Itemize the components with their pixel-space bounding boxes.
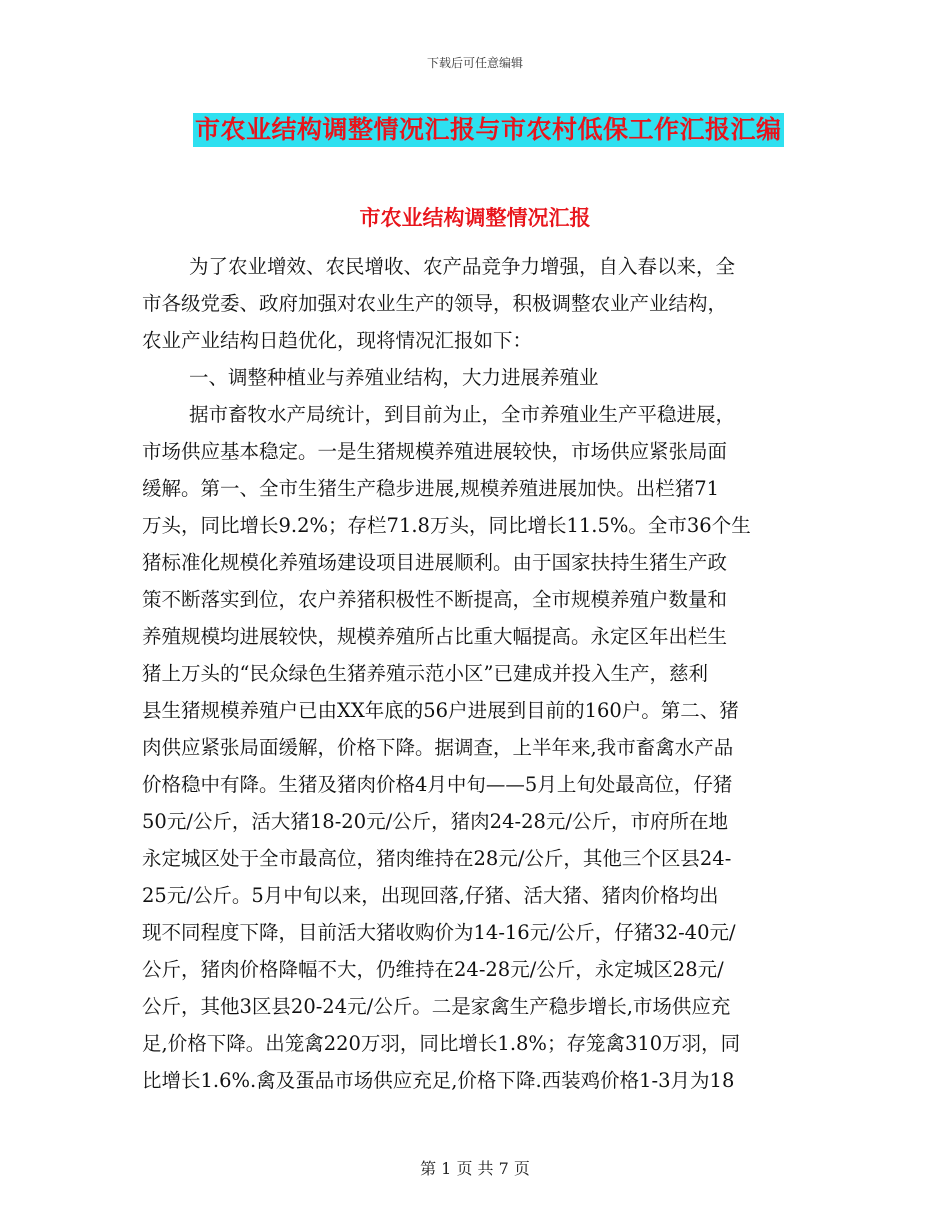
paragraph-line: 农业产业结构日趋优化，现将情况汇报如下： [142,329,533,352]
paragraph-line: 万头，同比增长9.2%；存栏71.8万头，同比增长11.5%。全市36个生 [142,514,751,537]
paragraph-line: 价格稳中有降。生猪及猪肉价格4月中旬——5月上旬处最高位，仔猪 [142,773,733,796]
paragraph-line: 公斤，猪肉价格降幅不大，仍维持在24-28元/公斤，永定城区28元/ [142,958,724,981]
paragraph-line: 比增长1.6%.禽及蛋品市场供应充足,价格下降.西装鸡价格1-3月为18 [142,1069,735,1092]
subsection-heading: 一、调整种植业与养殖业结构，大力进展养殖业 [189,366,599,389]
paragraph-line: 公斤，其他3区县20-24元/公斤。二是家禽生产稳步增长,市场供应充 [142,995,731,1018]
body-text [142,248,810,1099]
document-main-title: 市农业结构调整情况汇报与市农村低保工作汇报汇编 [193,113,784,147]
paragraph-line: 养殖规模均进展较快，规模养殖所占比重大幅提高。永定区年出栏生 [142,625,728,648]
paragraph-line: 据市畜牧水产局统计，到目前为止，全市养殖业生产平稳进展， [189,403,736,426]
paragraph-line: 市场供应基本稳定。一是生猪规模养殖进展较快，市场供应紧张局面 [142,440,728,463]
paragraph-line: 缓解。第一、全市生猪生产稳步进展,规模养殖进展加快。出栏猪71 [142,477,720,500]
paragraph-line: 肉供应紧张局面缓解，价格下降。据调查，上半年来,我市畜禽水产品 [142,736,734,759]
page-footer: 第 1 页 共 7 页 [420,1159,530,1178]
paragraph-line: 市各级党委、政府加强对农业生产的领导，积极调整农业产业结构， [142,292,728,315]
paragraph-line: 50元/公斤，活大猪18-20元/公斤，猪肉24-28元/公斤，市府所在地 [142,810,728,833]
paragraph-line: 为了农业增效、农民增收、农产品竞争力增强，自入春以来，全 [189,255,736,278]
paragraph-line: 25元/公斤。5月中旬以来，出现回落,仔猪、活大猪、猪肉价格均出 [142,884,719,907]
paragraph-line: 猪标准化规模化养殖场建设项目进展顺利。由于国家扶持生猪生产政 [142,551,728,574]
paragraph-line: 足,价格下降。出笼禽220万羽，同比增长1.8%；存笼禽310万羽，同 [142,1032,741,1055]
paragraph-line: 策不断落实到位，农户养猪积极性不断提高，全市规模养殖户数量和 [142,588,728,611]
paragraph-line: 永定城区处于全市最高位，猪肉维持在28元/公斤，其他三个区县24- [142,847,732,870]
paragraph-line: 县生猪规模养殖户已由XX年底的56户进展到目前的160户。第二、猪 [142,699,739,722]
paragraph-line: 现不同程度下降，目前活大猪收购价为14-16元/公斤，仔猪32-40元/ [142,921,736,944]
section-title: 市农业结构调整情况汇报 [359,205,591,230]
paragraph-line: 猪上万头的“民众绿色生猪养殖示范小区”已建成并投入生产，慈利 [142,662,708,685]
header-note: 下载后可任意编辑 [426,56,523,70]
